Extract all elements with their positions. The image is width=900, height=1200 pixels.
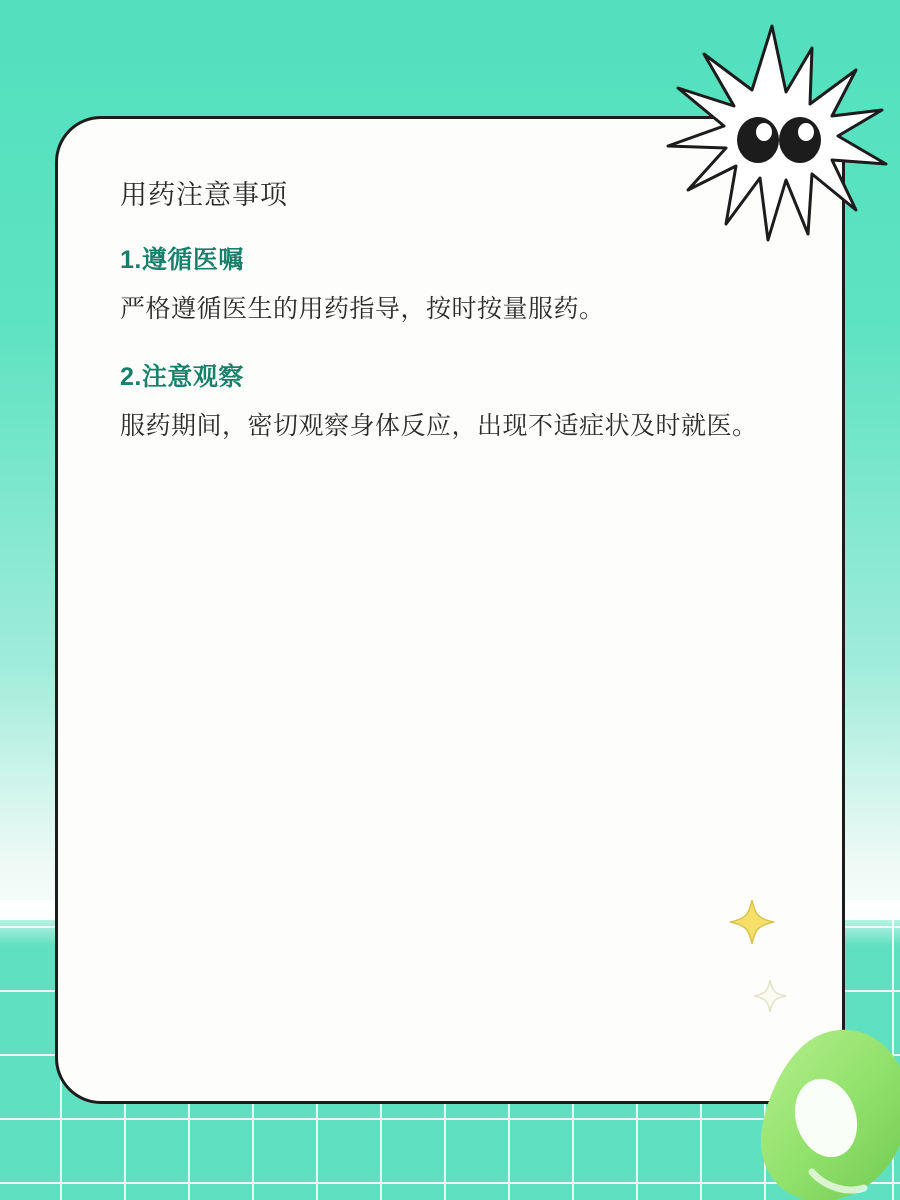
section-2-heading: 2.注意观察: [120, 362, 244, 391]
content-card: [55, 116, 845, 1104]
card-content: [120, 173, 802, 474]
section-2-body: 服药期间，密切观察身体反应，出现不适症状及时就医。: [120, 411, 758, 440]
page-title: 用药注意事项: [120, 180, 288, 210]
section-1-heading: 1.遵循医嘱: [120, 246, 244, 274]
section-1-body: 严格遵循医生的用药指导，按时按量服药。: [120, 295, 605, 323]
section-2: [120, 357, 802, 446]
section-1: [120, 240, 802, 329]
